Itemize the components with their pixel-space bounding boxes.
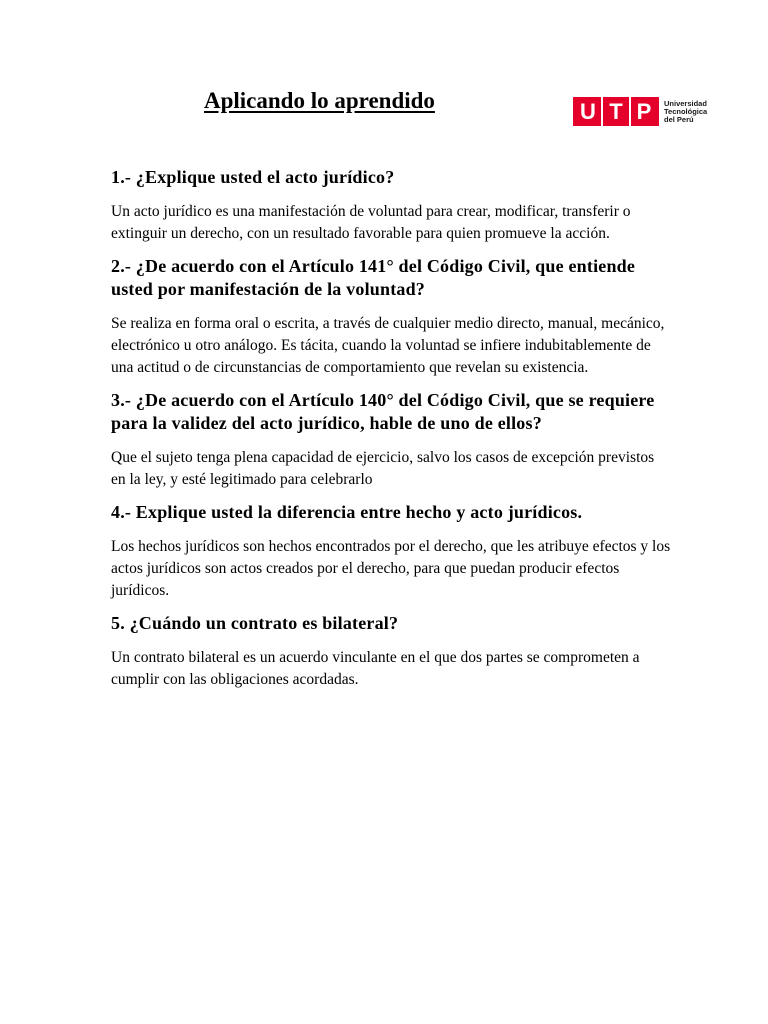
logo-wordmark	[664, 100, 707, 124]
answer-5: Un contrato bilateral es un acuerdo vinculante en el que dos partes se comprometen a cumplir con las obligaciones acordadas.	[111, 649, 640, 688]
answer-3: Que el sujeto tenga plena capacidad de ejercicio, salvo los casos de excepción previstos en la ley, y esté legitimado para celebrarlo	[111, 449, 655, 488]
page-title: Aplicando lo aprendido	[204, 88, 435, 113]
question-1: 1.- ¿Explique usted el acto jurídico?	[111, 167, 395, 187]
answer-1: Un acto jurídico es una manifestación de voluntad para crear, modificar, transferir o extinguir un derecho, con un resultado favorable para quien promueve la acción.	[111, 203, 631, 242]
logo-letter-u: U	[580, 99, 596, 124]
qa-item-2	[111, 255, 671, 379]
logo-line: Tecnológica	[664, 106, 708, 116]
logo-line: del Perú	[664, 114, 694, 124]
logo-line: Universidad	[664, 98, 707, 108]
qa-item-1	[111, 166, 671, 245]
question-5: 5. ¿Cuándo un contrato es bilateral?	[111, 613, 399, 633]
utp-logo-mark	[573, 97, 659, 126]
logo-letter-t: T	[609, 99, 623, 124]
qa-list	[111, 166, 671, 701]
question-4: 4.- Explique usted la diferencia entre hecho y acto jurídicos.	[111, 502, 583, 522]
utp-logo	[573, 97, 707, 126]
answer-4: Los hechos jurídicos son hechos encontrados por el derecho, que les atribuye efectos y los actos jurídicos son actos creados por el derecho, para que puedan producir efectos jurídicos.	[111, 538, 671, 599]
question-2: 2.- ¿De acuerdo con el Artículo 141° del Código Civil, que entiende usted por manifestación de la voluntad?	[111, 256, 636, 299]
qa-item-3	[111, 389, 671, 491]
answer-2: Se realiza en forma oral o escrita, a través de cualquier medio directo, manual, mecánico, electrónico u otro análogo. Es tácita, cuando la voluntad se infiere indubitablemente de una actitud o de circunstancias de comportamiento que revelan su existencia.	[111, 315, 665, 376]
qa-item-4	[111, 501, 671, 602]
logo-letter-p: P	[636, 99, 652, 124]
qa-item-5	[111, 612, 671, 691]
question-3: 3.- ¿De acuerdo con el Artículo 140° del Código Civil, que se requiere para la validez del acto jurídico, hable de uno de ellos?	[111, 390, 655, 433]
